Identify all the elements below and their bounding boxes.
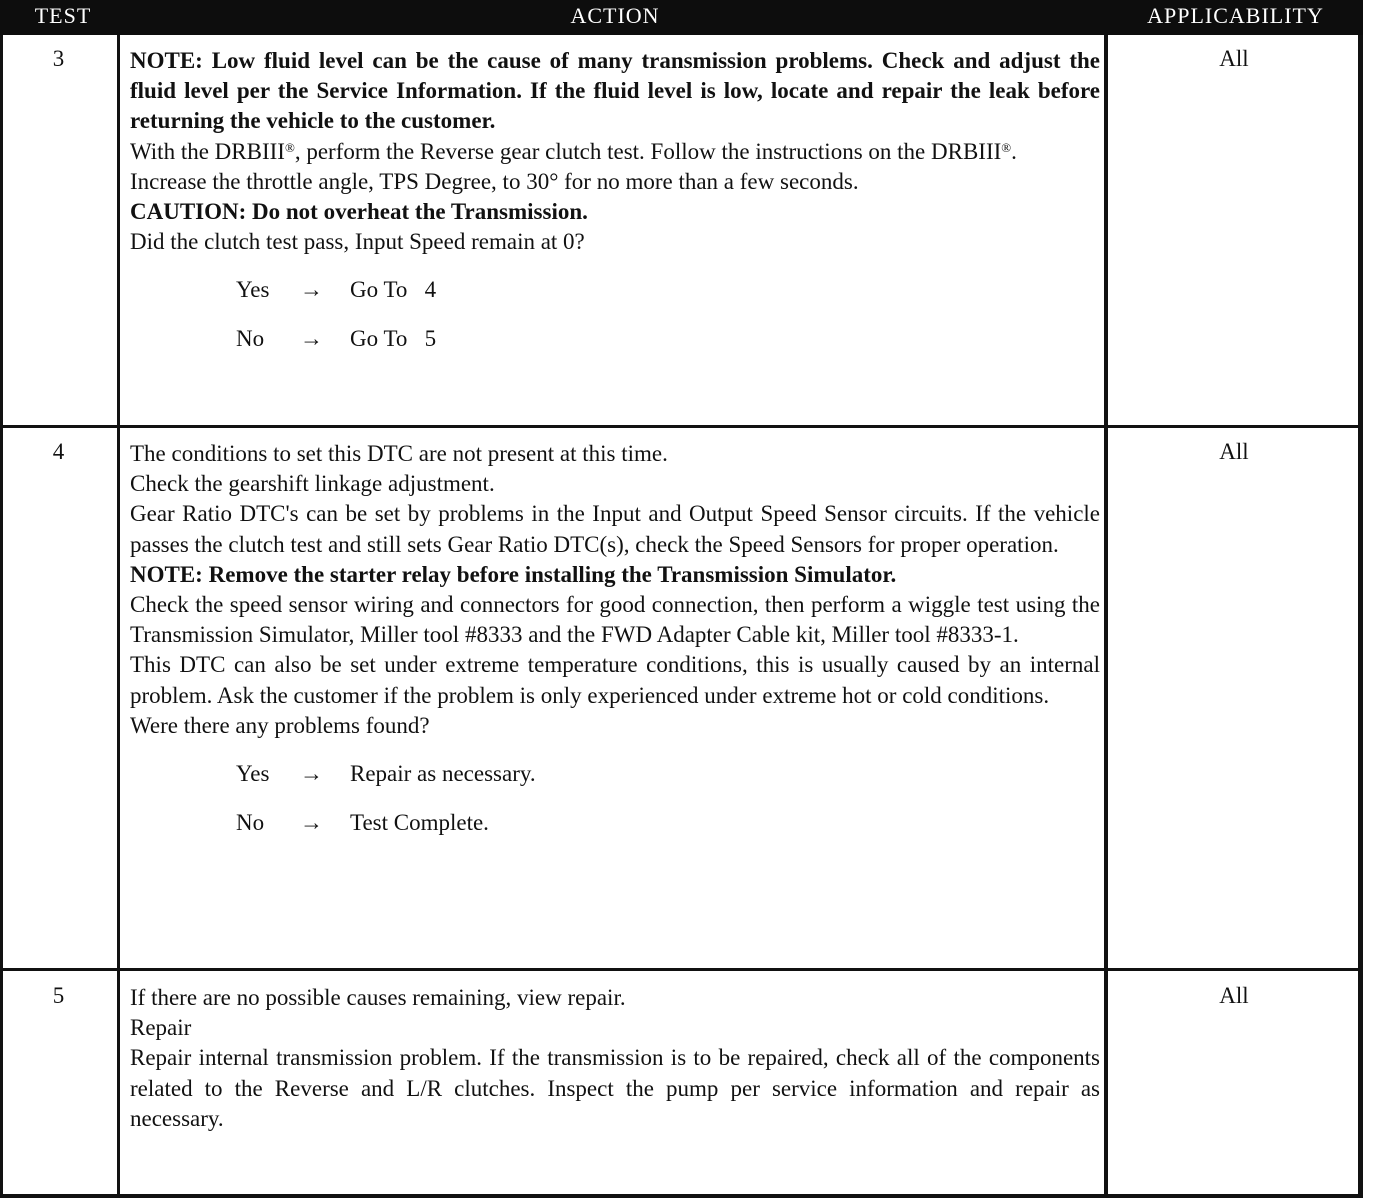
instruction-text: Check the speed sensor wiring and connectors for good connection, then perform a wiggle test using the Transmission Simulator, Miller tool #8333 and the FWD Adapter Cable kit, Miller tool #8333-1. <box>130 592 1100 648</box>
branch-label: Yes <box>236 761 270 787</box>
instruction-text: Increase the throttle angle, TPS Degree, to 30° for no more than a few seconds. <box>130 168 859 194</box>
question-text: Did the clutch test pass, Input Speed remain at 0? <box>130 229 585 255</box>
applicability: All <box>1219 983 1249 1008</box>
action-cell <box>130 439 1100 857</box>
branch-yes <box>130 759 1100 808</box>
row-divider <box>0 968 1363 971</box>
instruction-text: With the DRBIII®, perform the Reverse gear clutch test. Follow the instructions on the DRBIII®. <box>130 138 1017 164</box>
arrow-icon: → <box>300 761 323 787</box>
instruction-text: Check the gearshift linkage adjustment. <box>130 471 495 497</box>
column-divider <box>117 35 120 1198</box>
action-cell <box>130 983 1100 1134</box>
test-number: 4 <box>52 439 65 464</box>
arrow-icon: → <box>300 277 323 303</box>
header-test: TEST <box>34 3 92 28</box>
branch-no <box>130 808 1100 857</box>
note-text: NOTE: Low fluid level can be the cause of many transmission problems. Check and adjust the fluid level per the Service Information. If the fluid level is low, locate and repair the leak before returning the vehicle to the customer. <box>130 48 1100 134</box>
branch-label: No <box>236 810 265 836</box>
branch-label: Yes <box>236 277 270 303</box>
branch-result: Go To 5 <box>350 326 437 352</box>
test-number: 5 <box>52 983 65 1008</box>
branch-no <box>130 324 1100 373</box>
test-number: 3 <box>52 46 65 71</box>
applicability: All <box>1219 46 1249 71</box>
arrow-icon: → <box>300 326 323 352</box>
question-text: Were there any problems found? <box>130 712 430 738</box>
instruction-text: This DTC can also be set under extreme temperature conditions, this is usually caused by an internal problem. Ask the customer if the problem is only experienced under extreme hot or cold conditions. <box>130 652 1100 708</box>
arrow-icon: → <box>300 810 323 836</box>
applicability: All <box>1219 439 1249 464</box>
repair-text: Repair internal transmission problem. If the transmission is to be repaired, check all of the components related to the Reverse and L/R clutches. Inspect the pump per service information and repair as necessary. <box>130 1045 1100 1131</box>
header-applicability: APPLICABILITY <box>1147 3 1324 28</box>
branch-result: Repair as necessary. <box>350 761 536 787</box>
instruction-text: The conditions to set this DTC are not present at this time. <box>130 441 668 466</box>
branch-result: Go To 4 <box>350 277 437 303</box>
caution-text: CAUTION: Do not overheat the Transmission. <box>130 199 588 225</box>
header-action: ACTION <box>570 3 660 28</box>
instruction-text: Gear Ratio DTC's can be set by problems in the Input and Output Speed Sensor circuits. If the vehicle passes the clutch test and still sets Gear Ratio DTC(s), check the Speed Sensors for proper operation. <box>130 501 1100 557</box>
instruction-text: If there are no possible causes remaining, view repair. <box>130 985 626 1010</box>
column-divider <box>1104 35 1108 1198</box>
row-divider <box>0 425 1363 428</box>
branch-yes <box>130 275 1100 324</box>
action-cell <box>130 46 1100 373</box>
branch-result: Test Complete. <box>350 810 489 836</box>
note-text: NOTE: Remove the starter relay before installing the Transmission Simulator. <box>130 561 897 587</box>
branch-label: No <box>236 326 265 352</box>
repair-label: Repair <box>130 1015 192 1041</box>
table-header <box>0 0 1363 35</box>
